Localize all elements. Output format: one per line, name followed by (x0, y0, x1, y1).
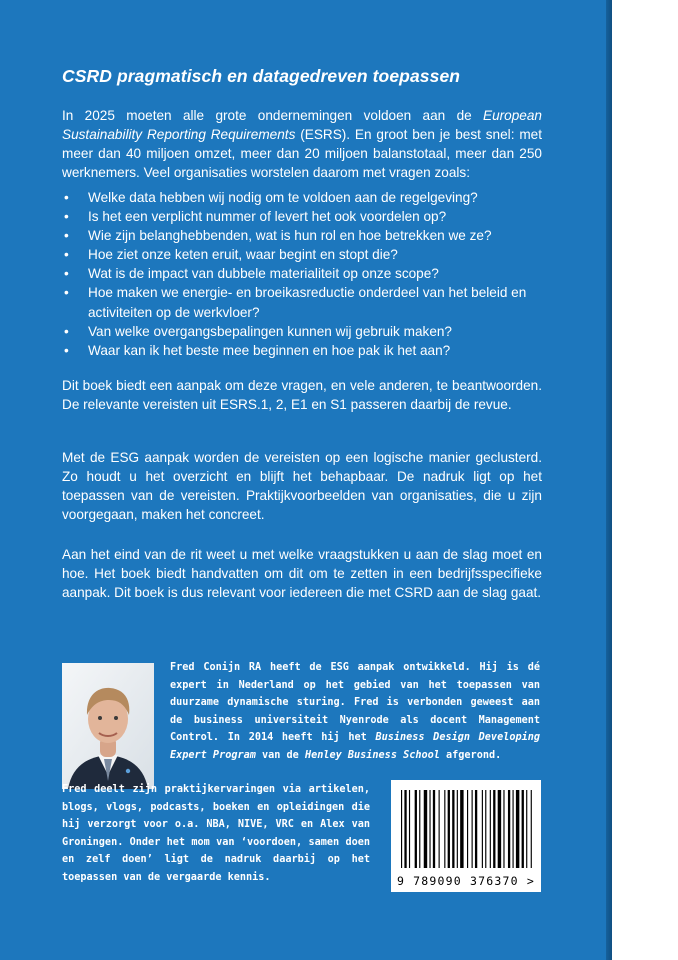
bullet-icon: • (64, 209, 69, 225)
intro-text-start: In 2025 moeten alle grote ondernemingen voldoen aan de (62, 108, 484, 123)
question-item (62, 188, 544, 207)
bullet-icon: • (64, 285, 69, 301)
barcode-bar (452, 790, 454, 868)
question-text: Waar kan ik het beste mee beginnen en hoe pak ik het aan? (88, 342, 451, 358)
barcode-bar (433, 790, 435, 868)
barcode-bar (508, 790, 510, 868)
barcode-bar (522, 790, 524, 868)
barcode-bar (439, 790, 440, 868)
barcode-bar (424, 790, 427, 868)
barcode-bar (472, 790, 473, 868)
barcode-bar (498, 790, 501, 868)
isbn-trailing-mark: > (526, 874, 536, 888)
bullet-icon: • (64, 190, 69, 205)
question-text: Welke data hebben wij nodig om te voldoen aan de regelgeving? (88, 190, 478, 205)
esg-paragraph: Met de ESG aanpak worden de vereisten op een logische manier geclusterd. Zo houdt u het overzicht en blijft het behapbaar. De nadruk ligt op het toepassen van de vereisten. Praktijkvoorbeelden van organisaties, die u zijn voorgegaan, maken het concreet. (62, 450, 542, 523)
barcode-bar (490, 790, 491, 868)
author-bio-continued: Fred deelt zijn praktijkervaringen via artikelen, blogs, vlogs, podcasts, boeken en opleidingen die hij verzorgt voor o.a. NBA, NIVE, VRC en Alex van Groningen. Onder het mom van ‘voordoen, samen doen en zelf doen’ ligt de nadruk daarbij op het toepassen van de vergaarde kennis. (62, 784, 370, 883)
bullet-icon: • (64, 323, 69, 339)
page-background (612, 0, 678, 960)
barcode-bar (485, 790, 486, 868)
question-text: Wat is de impact van dubbele materialiteit op onze scope? (88, 266, 439, 282)
question-item (62, 283, 544, 321)
isbn-number (391, 874, 541, 888)
program-name: Business Design Developing Expert Program (170, 732, 541, 761)
isbn-digits: 9 789090 376370 (396, 874, 519, 888)
bullet-icon: • (64, 247, 69, 263)
author-bio-text: Fred Conijn RA heeft de ESG aanpak ontwikkeld. Hij is dé expert in Nederland op het gebied van het toepassen van duurzame dynamische sturing. Fred is verbonden geweest aan de business universiteit Nyenrode als docent Management Control. In 2014 heeft hij het (170, 662, 540, 744)
question-item (62, 264, 544, 283)
question-item (62, 207, 544, 226)
barcode-bar (460, 790, 463, 868)
barcode-bar (409, 790, 410, 868)
question-text: Is het een verplicht nummer of levert het ook voordelen op? (88, 209, 447, 225)
intro-text-end: (ESRS). En groot ben je best snel: met meer dan 40 miljoen omzet, meer dan 20 miljoen balanstotaal, meer dan 250 werknemers. Veel organisaties worstelen daarom met vragen zoals: (62, 127, 542, 181)
barcode-bar (526, 790, 527, 868)
intro-paragraph (62, 106, 542, 182)
question-item (62, 341, 544, 360)
question-text: Hoe ziet onze keten eruit, waar begint en stopt die? (88, 247, 398, 263)
book-title: CSRD pragmatisch en datagedreven toepassen (62, 66, 461, 86)
question-list (62, 188, 544, 360)
barcode-bar (419, 790, 420, 868)
author-photo (62, 663, 154, 789)
barcode-bar (467, 790, 468, 868)
barcode-bar (429, 790, 430, 868)
question-item (62, 322, 544, 341)
barcode-bar (415, 790, 417, 868)
barcode-bar (448, 790, 450, 868)
barcode-bar (531, 790, 532, 868)
school-name: Henley Business School (304, 749, 440, 761)
author-portrait-image (62, 663, 154, 789)
barcode-bar (444, 790, 445, 868)
approach-paragraph: Dit boek biedt een aanpak om deze vragen, en vele anderen, te beantwoorden. De relevante vereisten uit ESRS.1, 2, E1 en S1 passeren daarbij de revue. (62, 378, 542, 413)
barcode-bar (513, 790, 514, 868)
intro-emphasis: European Sustainability Reporting Requirements (62, 108, 542, 143)
question-text: Hoe maken we energie- en broeikasreductie onderdeel van het beleid en activiteiten op de werkvloer? (88, 285, 527, 320)
bullet-icon: • (64, 342, 69, 358)
barcode-bar (503, 790, 504, 868)
barcode-bar (482, 790, 483, 868)
bullet-icon: • (64, 266, 69, 282)
question-item (62, 226, 544, 245)
barcode-bar (457, 790, 458, 868)
barcode-bar (401, 790, 402, 868)
barcode-bar (475, 790, 477, 868)
question-text: Wie zijn belanghebbenden, wat is hun rol en hoe betrekken we ze? (88, 228, 492, 244)
outcome-paragraph: Aan het eind van de rit weet u met welke vraagstukken u aan de slag moet en hoe. Het boek biedt handvatten om dit om te zetten in een bedrijfsspecifieke aanpak. Dit boek is dus relevant voor iedereen die met CSRD aan de slag gaat. (62, 547, 542, 601)
barcode-bar (516, 790, 519, 868)
barcode-bar (493, 790, 495, 868)
bullet-icon: • (64, 228, 69, 244)
author-bio-text-end: afgerond. (439, 749, 502, 761)
question-text: Van welke overgangsbepalingen kunnen wij gebruik maken? (88, 323, 452, 339)
author-bio (170, 659, 540, 765)
question-item (62, 245, 544, 264)
author-bio-text-mid: van de (255, 749, 305, 761)
barcode-bar (404, 790, 406, 868)
isbn-barcode (391, 780, 541, 892)
